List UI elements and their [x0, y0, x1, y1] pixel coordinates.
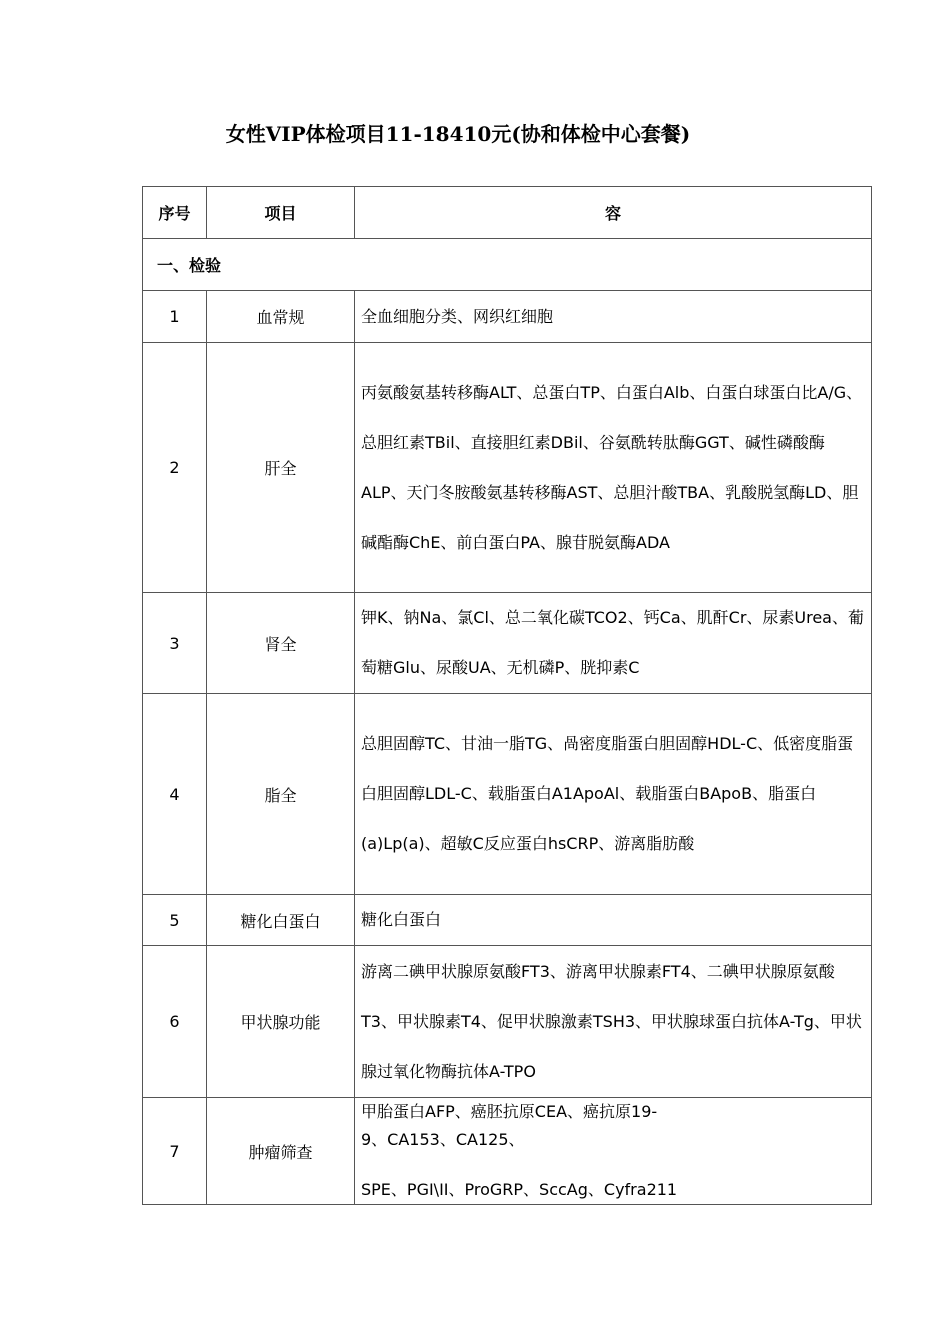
row-item: 甲状腺功能: [207, 946, 355, 1098]
row-content: 总胆固醇TC、甘油一脂TG、咼密度脂蛋白胆固醇HDL-C、低密度脂蛋白胆固醇LDL-C、载脂蛋白A1ApoAl、载脂蛋白BApoB、脂蛋白(a)Lp(a)、超敏C反应蛋白hsCRP、游离脂肪酸: [355, 694, 872, 895]
table-row: [143, 694, 872, 895]
row-item: 脂全: [207, 694, 355, 895]
row-num: 1: [143, 291, 207, 343]
row-num: 5: [143, 895, 207, 946]
section-title: 一、检验: [143, 239, 872, 291]
row-num: 3: [143, 593, 207, 694]
row-num: 6: [143, 946, 207, 1098]
exam-items-table: [142, 186, 872, 1205]
row-content: 丙氨酸氨基转移酶ALT、总蛋白TP、白蛋白Alb、白蛋白球蛋白比A/G、总胆红素TBil、直接胆红素DBil、谷氨酰转肽酶GGT、碱性磷酸酶ALP、天门冬胺酸氨基转移酶AST、总胆汁酸TBA、乳酸脱氢酶LD、胆碱酯酶ChE、前白蛋白PA、腺苷脱氨酶ADA: [355, 343, 872, 593]
row-item: 肝全: [207, 343, 355, 593]
row-content: 全血细胞分类、网织红细胞: [355, 291, 872, 343]
row-content: 钾K、钠Na、氯Cl、总二氧化碳TCO2、钙Ca、肌酐Cr、尿素Urea、葡萄糖Glu、尿酸UA、无机磷P、胱抑素C: [355, 593, 872, 694]
table-row: [143, 291, 872, 343]
row-content-line: SPE、PGI\II、ProGRP、SccAg、Cyfra211: [361, 1180, 678, 1199]
document-title: 女性VIP体检项目11-18410元(协和体检中心套餐): [225, 122, 691, 146]
row-item: 肿瘤筛查: [207, 1098, 355, 1205]
table-row: [143, 946, 872, 1098]
header-item: 项目: [207, 187, 355, 239]
row-item: 肾全: [207, 593, 355, 694]
header-num: 序号: [143, 187, 207, 239]
line-spacer: [361, 1154, 865, 1176]
row-num: 7: [143, 1098, 207, 1205]
row-content: 糖化白蛋白: [355, 895, 872, 946]
section-row: [143, 239, 872, 291]
table-row: [143, 343, 872, 593]
row-item: 糖化白蛋白: [207, 895, 355, 946]
table-row: [143, 1098, 872, 1205]
table-row: [143, 895, 872, 946]
row-num: 2: [143, 343, 207, 593]
row-content-line: 甲胎蛋白AFP、癌胚抗原CEA、癌抗原19-: [361, 1102, 658, 1121]
row-num: 4: [143, 694, 207, 895]
row-content: [355, 1098, 872, 1205]
table-row: [143, 593, 872, 694]
row-content: 游离二碘甲状腺原氨酸FT3、游离甲状腺素FT4、二碘甲状腺原氨酸T3、甲状腺素T4、促甲状腺激素TSH3、甲状腺球蛋白抗体A-Tg、甲状腺过氧化物酶抗体A-TPO: [355, 946, 872, 1098]
header-content: 容: [355, 187, 872, 239]
row-item: 血常规: [207, 291, 355, 343]
row-content-line: 9、CA153、CA125、: [361, 1130, 525, 1149]
table-header-row: [143, 187, 872, 239]
